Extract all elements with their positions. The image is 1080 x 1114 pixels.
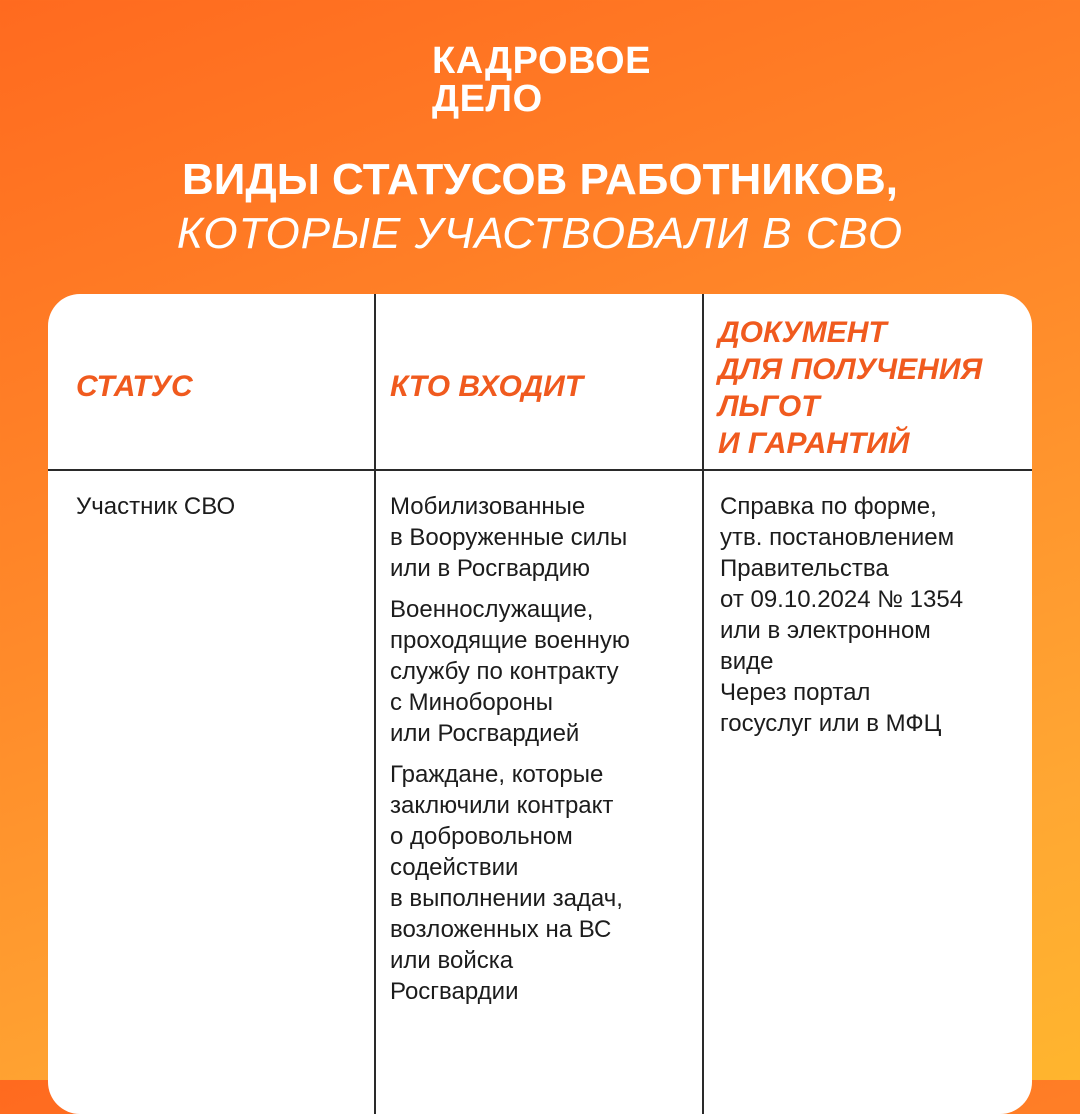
logo-line-1: КАДРОВОЕ xyxy=(432,40,651,82)
column-divider xyxy=(702,294,704,1114)
brand-logo xyxy=(432,42,651,118)
logo-line-2: ДЕЛО xyxy=(432,78,543,120)
table-cell-status: Участник СВО xyxy=(76,493,236,520)
page-subtitle: КОТОРЫЕ УЧАСТВОВАЛИ В СВО xyxy=(176,209,904,258)
status-table xyxy=(48,294,1032,1114)
page-title: ВИДЫ СТАТУСОВ РАБОТНИКОВ, xyxy=(181,155,899,204)
table-cell-who xyxy=(390,491,690,1017)
column-header-status: СТАТУС xyxy=(76,370,193,403)
column-header-who: КТО ВХОДИТ xyxy=(390,370,584,403)
column-header-document: ДОКУМЕНТ ДЛЯ ПОЛУЧЕНИЯ ЛЬГОТ И ГАРАНТИЙ xyxy=(718,316,983,460)
header-divider xyxy=(48,469,1032,471)
who-item: Военнослужащие, проходящие военную службу по контракту с Минобороны или Росгвардией xyxy=(390,596,630,747)
document-text: Справка по форме, утв. постановлением Правительства от 09.10.2024 № 1354 или в электронном виде Через портал госуслуг или в МФЦ xyxy=(720,493,964,737)
column-divider xyxy=(374,294,376,1114)
who-item: Мобилизованные в Вооруженные силы или в Росгвардию xyxy=(390,493,628,582)
who-item: Граждане, которые заключили контракт о добровольном содействии в выполнении задач, возложенных на ВС или войска Росгвардии xyxy=(390,761,623,1005)
table-cell-document xyxy=(720,491,1020,749)
